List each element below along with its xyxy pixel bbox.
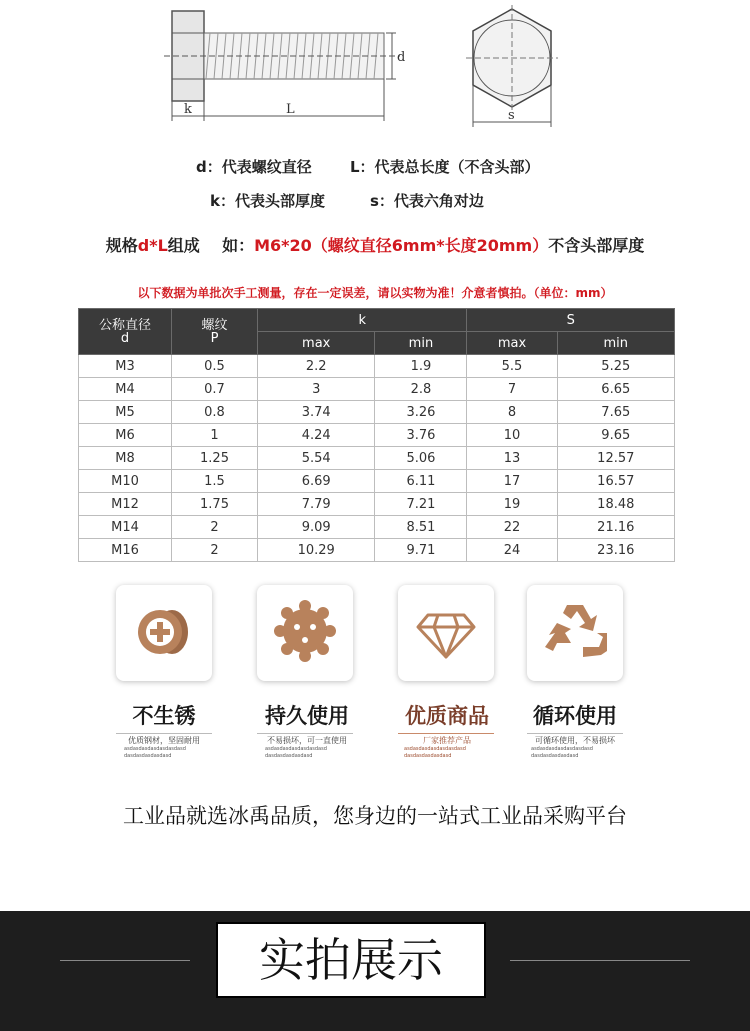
table-cell: M6 <box>79 424 172 447</box>
table-cell: 5.25 <box>557 355 674 378</box>
feature-sub-rustproof: 优质钢材，坚固耐用 <box>128 736 200 745</box>
table-row <box>79 539 675 562</box>
table-cell: 6.11 <box>375 470 467 493</box>
table-cell: 6.69 <box>258 470 375 493</box>
banner-rule-left <box>60 960 190 961</box>
table-row <box>79 493 675 516</box>
table-cell: 7 <box>467 378 557 401</box>
table-cell: 1.25 <box>172 447 258 470</box>
table-cell: M5 <box>79 401 172 424</box>
table-cell: 3.76 <box>375 424 467 447</box>
feature-title-rustproof: 不生锈 <box>132 704 196 728</box>
table-cell: M14 <box>79 516 172 539</box>
feature-sub-durable: 不易损坏，可一直使用 <box>267 736 347 745</box>
table-cell: 18.48 <box>557 493 674 516</box>
table-cell: 13 <box>467 447 557 470</box>
table-cell: 7.21 <box>375 493 467 516</box>
table-cell: 19 <box>467 493 557 516</box>
table-cell: 5.5 <box>467 355 557 378</box>
table-cell: 0.5 <box>172 355 258 378</box>
table-cell: 10 <box>467 424 557 447</box>
table-row <box>79 516 675 539</box>
table-row <box>79 470 675 493</box>
col-diameter: 公称直径 d <box>79 309 172 355</box>
table-cell: M10 <box>79 470 172 493</box>
feature-sub-recycle: 可循环使用，不易损坏 <box>535 736 615 745</box>
table-row <box>79 424 675 447</box>
table-cell: 16.57 <box>557 470 674 493</box>
table-cell: 4.24 <box>258 424 375 447</box>
spec-mid: 组成 如： <box>167 236 255 255</box>
banner-title: 实拍展示 <box>216 922 486 998</box>
table-cell: 3.74 <box>258 401 375 424</box>
table-cell: 12.57 <box>557 447 674 470</box>
table-cell: 8 <box>467 401 557 424</box>
table-cell: 8.51 <box>375 516 467 539</box>
d-label: d <box>397 50 406 65</box>
recycle-icon <box>527 585 623 681</box>
table-cell: 10.29 <box>258 539 375 562</box>
feature-small-durable: asdasdasdasdasdasdasd dasdasdasdasdasd <box>265 746 327 759</box>
spec-dl: d*L <box>137 236 168 255</box>
table-cell: 3 <box>258 378 375 401</box>
table-cell: 9.65 <box>557 424 674 447</box>
table-cell: 1.5 <box>172 470 258 493</box>
diamond-icon <box>398 585 494 681</box>
gear-icon <box>257 585 353 681</box>
divider <box>257 733 353 734</box>
col-k-max: max <box>258 332 375 355</box>
table-cell: M8 <box>79 447 172 470</box>
table-cell: 5.54 <box>258 447 375 470</box>
table-cell: 3.26 <box>375 401 467 424</box>
feature-small-rustproof: asdasdasdasdasdasdasd dasdasdasdasdasd <box>124 746 186 759</box>
table-cell: 1 <box>172 424 258 447</box>
table-cell: M12 <box>79 493 172 516</box>
divider <box>116 733 212 734</box>
col-s-max: max <box>467 332 557 355</box>
slogan: 工业品就选冰禹品质，您身边的一站式工业品采购平台 <box>123 804 627 828</box>
legend-L: L：代表总长度（不含头部） <box>350 158 540 176</box>
table-row <box>79 378 675 401</box>
legend-s: s：代表六角对边 <box>370 192 484 210</box>
L-label: L <box>286 102 295 117</box>
screw-head-icon <box>116 585 212 681</box>
table-cell: M4 <box>79 378 172 401</box>
table-cell: 0.8 <box>172 401 258 424</box>
table-cell: 2 <box>172 516 258 539</box>
feature-card-rustproof <box>116 585 212 681</box>
feature-card-durable <box>257 585 353 681</box>
table-row <box>79 355 675 378</box>
col-k: k <box>258 309 467 332</box>
table-row <box>79 401 675 424</box>
spec-prefix: 规格 <box>105 236 138 255</box>
divider <box>398 733 494 734</box>
legend-d: d：代表螺纹直径 <box>196 158 312 176</box>
table-cell: 6.65 <box>557 378 674 401</box>
banner-rule-right <box>510 960 690 961</box>
col-pitch: 螺纹 P <box>172 309 258 355</box>
spec-table <box>78 308 675 562</box>
bolt-side-diagram <box>160 5 410 125</box>
table-cell: 2.8 <box>375 378 467 401</box>
feature-small-quality: asdasdasdasdasdasdasd dasdasdasdasdasd <box>404 746 466 759</box>
table-cell: M3 <box>79 355 172 378</box>
table-cell: 1.75 <box>172 493 258 516</box>
table-cell: 22 <box>467 516 557 539</box>
feature-sub-quality: 厂家推荐产品 <box>423 736 471 745</box>
feature-title-quality: 优质商品 <box>405 704 489 728</box>
feature-title-durable: 持久使用 <box>265 704 349 728</box>
bolt-top-diagram <box>462 5 562 130</box>
divider <box>527 733 623 734</box>
feature-title-recycle: 循环使用 <box>533 704 617 728</box>
table-cell: 21.16 <box>557 516 674 539</box>
table-cell: 9.71 <box>375 539 467 562</box>
measurement-note: 以下数据为单批次手工测量，存在一定误差，请以实物为准！介意者慎拍。（单位：mm） <box>137 286 613 300</box>
feature-small-recycle: asdasdasdasdasdasdasd dasdasdasdasdasd <box>531 746 593 759</box>
table-row <box>79 447 675 470</box>
table-cell: 2 <box>172 539 258 562</box>
col-k-min: min <box>375 332 467 355</box>
feature-card-recycle <box>527 585 623 681</box>
table-cell: 9.09 <box>258 516 375 539</box>
table-cell: M16 <box>79 539 172 562</box>
table-cell: 7.79 <box>258 493 375 516</box>
table-cell: 1.9 <box>375 355 467 378</box>
table-cell: 5.06 <box>375 447 467 470</box>
table-cell: 17 <box>467 470 557 493</box>
table-cell: 7.65 <box>557 401 674 424</box>
spec-suffix: 不含头部厚度 <box>548 236 645 255</box>
feature-card-quality <box>398 585 494 681</box>
table-cell: 2.2 <box>258 355 375 378</box>
table-cell: 0.7 <box>172 378 258 401</box>
spec-example <box>0 233 750 256</box>
col-s-min: min <box>557 332 674 355</box>
col-s: S <box>467 309 675 332</box>
k-label: k <box>184 102 192 117</box>
table-cell: 24 <box>467 539 557 562</box>
table-cell: 23.16 <box>557 539 674 562</box>
legend-k: k：代表头部厚度 <box>210 192 325 210</box>
spec-example-value: M6*20（螺纹直径6mm*长度20mm） <box>254 236 549 255</box>
s-label: s <box>508 108 515 123</box>
